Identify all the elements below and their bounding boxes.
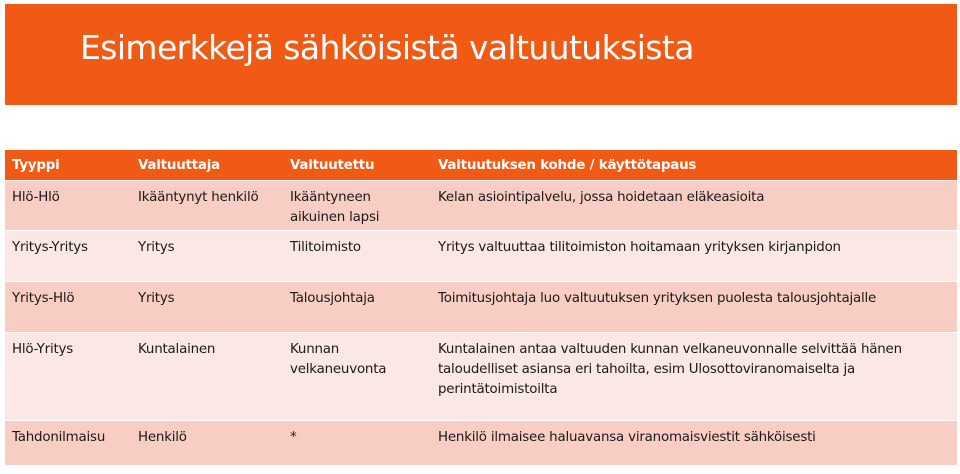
table-row — [5, 282, 957, 333]
delegation-examples-table — [5, 150, 957, 465]
cell-type: Yritys-Yritys — [5, 231, 131, 282]
header-target: Valtuutuksen kohde / käyttötapaus — [431, 150, 957, 181]
cell-delegate: * — [283, 421, 431, 466]
cell-target: Kuntalainen antaa valtuuden kunnan velkaneuvonnalle selvittää hänen taloudelliset asiansa eri tahoilta, esim Ulosottoviranomaiselta ja perintätoimistoilta — [431, 333, 957, 421]
cell-delegator: Kuntalainen — [131, 333, 283, 421]
table-row — [5, 181, 957, 231]
cell-type: Hlö-Yritys — [5, 333, 131, 421]
cell-delegate: Kunnan velkaneuvonta — [283, 333, 431, 421]
table-row — [5, 231, 957, 282]
cell-target: Kelan asiointipalvelu, jossa hoidetaan eläkeasioita — [431, 181, 957, 231]
cell-type: Hlö-Hlö — [5, 181, 131, 231]
cell-delegator: Yritys — [131, 231, 283, 282]
cell-delegate: Ikääntyneen aikuinen lapsi — [283, 181, 431, 231]
page-title: Esimerkkejä sähköisistä valtuutuksista — [80, 28, 694, 67]
header-delegator: Valtuuttaja — [131, 150, 283, 181]
cell-delegator: Henkilö — [131, 421, 283, 466]
cell-delegate: Talousjohtaja — [283, 282, 431, 333]
header-type: Tyyppi — [5, 150, 131, 181]
cell-target: Toimitusjohtaja luo valtuutuksen yrityksen puolesta talousjohtajalle — [431, 282, 957, 333]
cell-delegator: Yritys — [131, 282, 283, 333]
cell-delegate: Tilitoimisto — [283, 231, 431, 282]
cell-type: Tahdonilmaisu — [5, 421, 131, 466]
table-row — [5, 421, 957, 466]
cell-target: Yritys valtuuttaa tilitoimiston hoitamaan yrityksen kirjanpidon — [431, 231, 957, 282]
cell-target: Henkilö ilmaisee haluavansa viranomaisviestit sähköisesti — [431, 421, 957, 466]
cell-type: Yritys-Hlö — [5, 282, 131, 333]
cell-delegator: Ikääntynyt henkilö — [131, 181, 283, 231]
title-bar — [5, 4, 957, 105]
table-header-row — [5, 150, 957, 181]
header-delegate: Valtuutettu — [283, 150, 431, 181]
table-row — [5, 333, 957, 421]
